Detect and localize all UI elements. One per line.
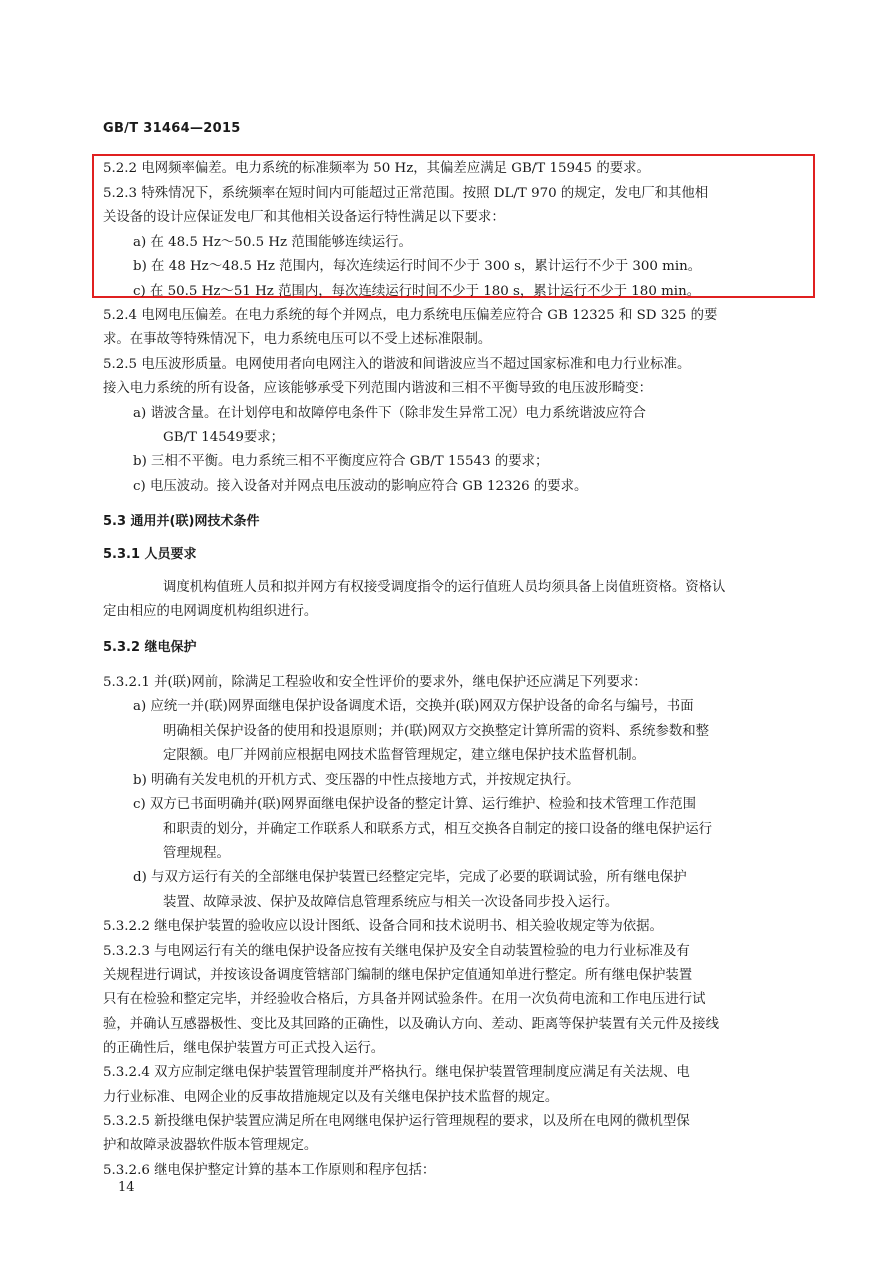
- text-line: d) 与双方运行有关的全部继电保护装置已经整定完毕，完成了必要的联调试验，所有继电保护: [133, 870, 687, 885]
- text-line: a) 应统一并(联)网界面继电保护设备调度术语，交换并(联)网双方保护设备的命名与编号，书面: [133, 699, 694, 714]
- text-line: b) 明确有关发电机的开机方式、变压器的中性点接地方式，并按规定执行。: [133, 773, 580, 788]
- text-line: GB/T 14549要求；: [163, 430, 285, 445]
- text-line: 定限额。电厂并网前应根据电网技术监督管理规定，建立继电保护技术监督机制。: [163, 748, 646, 763]
- text-line: 5.3.2.6 继电保护整定计算的基本工作原则和程序包括：: [103, 1163, 436, 1178]
- text-line: c) 在 50.5 Hz～51 Hz 范围内，每次连续运行时间不少于 180 s，累计运行不少于 180 min。: [133, 284, 701, 299]
- text-line: 5.3.1 人员要求: [103, 547, 197, 562]
- text-line: 5.3.2.5 新投继电保护装置应满足所在电网继电保护运行管理规程的要求，以及所在电网的微机型保: [103, 1114, 690, 1129]
- text-line: 明确相关保护设备的使用和投退原则；并(联)网双方交换整定计算所需的资料、系统参数和整: [163, 724, 710, 739]
- text-line: 护和故障录波器软件版本管理规定。: [103, 1138, 318, 1153]
- text-line: a) 谐波含量。在计划停电和故障停电条件下（除非发生异常工况）电力系统谐波应符合: [133, 406, 646, 421]
- text-line: 关规程进行调试，并按该设备调度管辖部门编制的继电保护定值通知单进行整定。所有继电保护装置: [103, 968, 693, 983]
- text-line: 5.3.2.1 并(联)网前，除满足工程验收和安全性评价的要求外，继电保护还应满足下列要求：: [103, 675, 647, 690]
- text-line: b) 三相不平衡。电力系统三相不平衡度应符合 GB/T 15543 的要求；: [133, 454, 549, 469]
- text-line: c) 双方已书面明确并(联)网界面继电保护设备的整定计算、运行维护、检验和技术管理工作范围: [133, 797, 697, 812]
- text-line: 定由相应的电网调度机构组织进行。: [103, 604, 318, 619]
- text-line: 只有在检验和整定完毕，并经验收合格后，方具备并网试验条件。在用一次负荷电流和工作电压进行试: [103, 992, 706, 1007]
- page-number: 14: [118, 1180, 135, 1195]
- text-line: b) 在 48 Hz～48.5 Hz 范围内，每次连续运行时间不少于 300 s，累计运行不少于 300 min。: [133, 259, 702, 274]
- text-line: 5.2.3 特殊情况下，系统频率在短时间内可能超过正常范围。按照 DL/T 970 的规定，发电厂和其他相: [103, 186, 709, 201]
- text-line: c) 电压波动。接入设备对并网点电压波动的影响应符合 GB 12326 的要求。: [133, 479, 588, 494]
- text-line: 调度机构值班人员和拟并网方有权接受调度指令的运行值班人员均须具备上岗值班资格。资格认: [163, 580, 726, 595]
- text-line: 管理规程。: [163, 846, 230, 861]
- text-line: 5.2.5 电压波形质量。电网使用者向电网注入的谐波和间谐波应当不超过国家标准和电力行业标准。: [103, 357, 691, 372]
- text-line: 的正确性后，继电保护装置方可正式投入运行。: [103, 1041, 385, 1056]
- text-line: 5.3.2.3 与电网运行有关的继电保护设备应按有关继电保护及安全自动装置检验的电力行业标准及有: [103, 944, 690, 959]
- text-line: 5.3.2.2 继电保护装置的验收应以设计图纸、设备合同和技术说明书、相关验收规定等为依据。: [103, 919, 663, 934]
- text-line: 装置、故障录波、保护及故障信息管理系统应与相关一次设备同步投入运行。: [163, 895, 619, 910]
- text-line: 力行业标准、电网企业的反事故措施规定以及有关继电保护技术监督的规定。: [103, 1090, 559, 1105]
- text-line: a) 在 48.5 Hz～50.5 Hz 范围能够连续运行。: [133, 235, 412, 250]
- text-line: 验，并确认互感器极性、变比及其回路的正确性，以及确认方向、差动、距离等保护装置有关元件及接线: [103, 1017, 719, 1032]
- text-line: 5.3.2 继电保护: [103, 640, 197, 655]
- standard-header: GB/T 31464—2015: [103, 121, 241, 136]
- text-line: 5.3 通用并(联)网技术条件: [103, 514, 260, 529]
- text-line: 接入电力系统的所有设备，应该能够承受下列范围内谐波和三相不平衡导致的电压波形畸变：: [103, 381, 653, 396]
- text-line: 和职责的划分，并确定工作联系人和联系方式，相互交换各自制定的接口设备的继电保护运行: [163, 822, 713, 837]
- text-line: 5.2.4 电网电压偏差。在电力系统的每个并网点，电力系统电压偏差应符合 GB 12325 和 SD 325 的要: [103, 308, 718, 323]
- text-line: 关设备的设计应保证发电厂和其他相关设备运行特性满足以下要求：: [103, 210, 505, 225]
- text-line: 求。在事故等特殊情况下，电力系统电压可以不受上述标准限制。: [103, 332, 492, 347]
- text-line: 5.3.2.4 双方应制定继电保护装置管理制度并严格执行。继电保护装置管理制度应满足有关法规、电: [103, 1065, 690, 1080]
- text-line: 5.2.2 电网频率偏差。电力系统的标准频率为 50 Hz，其偏差应满足 GB/T 15945 的要求。: [103, 161, 650, 176]
